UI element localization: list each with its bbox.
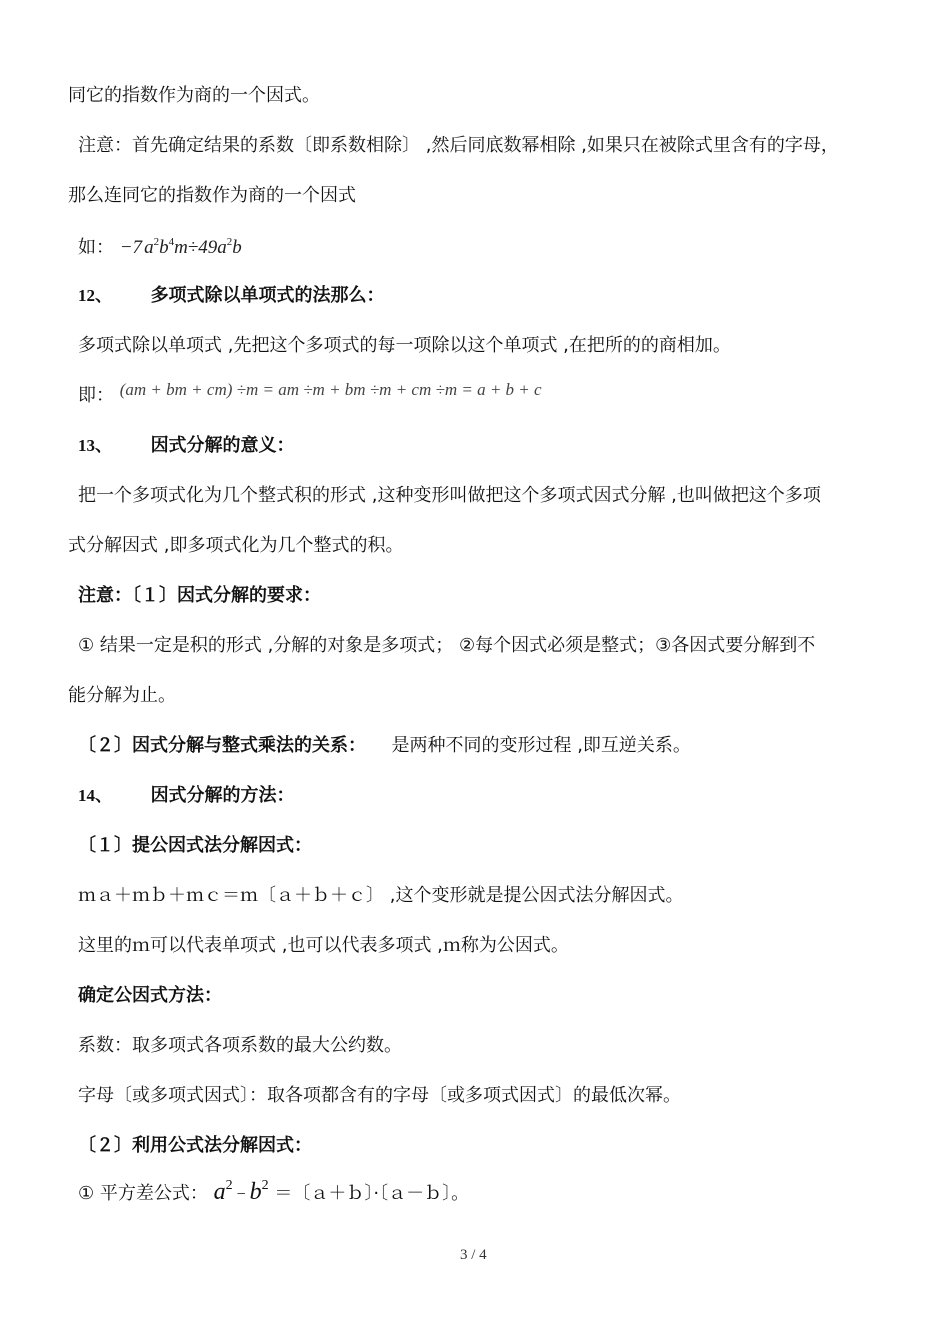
formula-difference-of-squares: $a^2 - b^2$: [213, 1178, 269, 1205]
heading-14-title: 因式分解的方法：: [150, 785, 295, 806]
text-line-12: ① 结果一定是积的形式 ,分解的对象是多项式； ②每个因式必须是整式；③各因式要分解到不: [78, 635, 816, 656]
text-line-13: 能分解为止。: [68, 685, 176, 706]
text-line-16: 〔１〕提公因式法分解因式：: [78, 835, 312, 856]
heading-12: [78, 284, 385, 308]
heading-13-title: 因式分解的意义：: [150, 435, 295, 456]
text-line-3: 那么连同它的指数作为商的一个因式: [68, 185, 356, 206]
text-line-19: 确定公因式方法：: [78, 985, 222, 1006]
text-line-11: 注意：〔１〕因式分解的要求：: [78, 585, 321, 606]
heading-14-number: 14、: [78, 786, 112, 805]
text-line-18: 这里的ｍ可以代表单项式 ,也可以代表多项式 ,ｍ称为公因式。: [78, 935, 569, 956]
text-line-7: [78, 380, 542, 408]
text-line-6: 多项式除以单项式 ,先把这个多项式的每一项除以这个单项式 ,在把所的的商相加。: [78, 335, 731, 356]
page-number: 3 / 4: [460, 1247, 487, 1263]
text-line-1: 同它的指数作为商的一个因式。: [68, 85, 320, 106]
text-line-2: 注意：首先确定结果的系数〔即系数相除〕 ,然后同底数幂相除 ,如果只在被除式里含有的字母，: [78, 135, 839, 156]
text-line-22: 〔２〕利用公式法分解因式：: [78, 1135, 312, 1156]
heading-12-title: 多项式除以单项式的法那么：: [150, 285, 385, 306]
difference-of-squares-label: ① 平方差公式：: [78, 1183, 208, 1204]
text-line-14: [78, 734, 691, 758]
difference-of-squares-result: ＝〔ａ＋ｂ〕·〔ａ－ｂ〕。: [274, 1183, 470, 1204]
text-line-10: 式分解因式 ,即多项式化为几个整式的积。: [68, 535, 404, 556]
heading-13: [78, 434, 295, 458]
text-line-17: ｍａ＋ｍｂ＋ｍｃ＝ｍ〔ａ＋ｂ＋ｃ〕 ,这个变形就是提公因式法分解因式。: [78, 885, 684, 906]
relation-text: 是两种不同的变形过程 ,即互逆关系。: [391, 735, 691, 756]
text-line-4: [78, 236, 242, 260]
relation-heading: 〔２〕因式分解与整式乘法的关系：: [78, 735, 366, 756]
text-line-21: 字母〔或多项式因式〕：取各项都含有的字母〔或多项式因式〕的最低次幂。: [78, 1085, 681, 1106]
heading-14: [78, 784, 295, 808]
formula-polynomial-division: (am + bm + cm) ÷m = am ÷m + bm ÷m + cm ÷m = a + b + c: [119, 380, 542, 399]
example-prefix: 如：: [78, 237, 114, 258]
heading-13-number: 13、: [78, 436, 112, 455]
text-line-23: [78, 1180, 469, 1207]
heading-12-number: 12、: [78, 286, 112, 305]
formula-monomial-division: −7 $a^2b^4m\div 49a^2b$: [119, 236, 242, 258]
text-line-20: 系数：取多项式各项系数的最大公约数。: [78, 1035, 402, 1056]
text-line-9: 把一个多项式化为几个整式积的形式 ,这种变形叫做把这个多项式因式分解 ,也叫做把这个多项: [78, 485, 821, 506]
formula-prefix: 即：: [78, 385, 114, 406]
